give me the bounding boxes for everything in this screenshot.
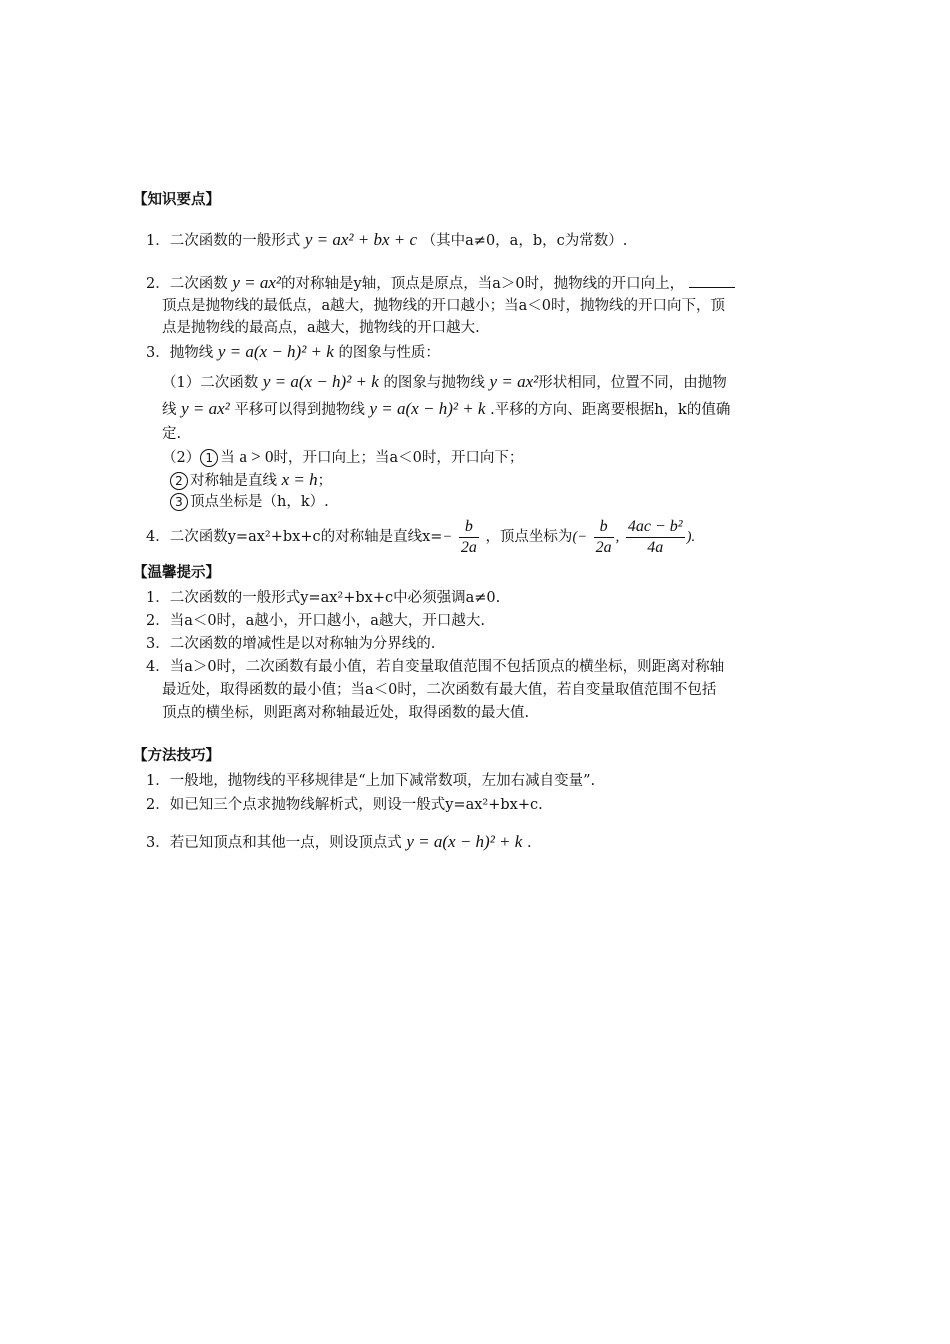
formula: y = ax² xyxy=(232,273,282,292)
item-text: 线 xyxy=(162,402,177,418)
item-text: .平移的方向、距离要根据h，k的值确 xyxy=(490,402,731,418)
fraction-denominator: 2a xyxy=(595,538,612,556)
item-number: 1． xyxy=(146,590,170,606)
item-text: 当a＜0时，a越小，开口越小，a越大，开口越大. xyxy=(169,613,486,629)
methods-item-3 xyxy=(146,832,532,853)
item-number: 2． xyxy=(146,613,170,629)
knowledge-item-1 xyxy=(146,230,627,251)
item-text: 二次函数的增减性是以对称轴为分界线的. xyxy=(169,636,436,652)
fraction-denominator: 4a xyxy=(647,538,664,556)
item-text: （其中a≠0，a，b，c为常数）. xyxy=(421,233,628,249)
formula: y = ax² xyxy=(181,399,230,418)
item-text: 的对称轴是y轴，顶点是原点，当a＞0时，抛物线的开口向上， xyxy=(281,276,685,292)
circled-number-3: 3 xyxy=(170,493,188,511)
vertex-y-fraction xyxy=(626,517,685,558)
item-text: （2） xyxy=(162,450,201,466)
item-text: ； xyxy=(317,473,333,489)
section-heading-methods: 【方法技巧】 xyxy=(133,748,220,764)
knowledge-item-3-sub2-line2 xyxy=(170,470,332,491)
fraction-numerator: b xyxy=(459,517,479,538)
paren-open: (− xyxy=(572,529,588,545)
fraction-numerator: 4ac − b² xyxy=(626,517,685,538)
knowledge-item-2-line-1 xyxy=(146,273,735,294)
section-heading-tips: 【温馨提示】 xyxy=(133,565,220,581)
tips-item-3 xyxy=(146,634,435,654)
item-text: 如已知三个点求抛物线解析式，则设一般式y=ax²+bx+c. xyxy=(169,797,543,813)
item-text: （1）二次函数 xyxy=(162,375,259,391)
item-text: 一般地，抛物线的平移规律是“上加下减常数项，左加右减自变量”. xyxy=(169,773,596,789)
tips-item-1 xyxy=(146,588,500,608)
item-text: 的图象与性质： xyxy=(338,345,440,361)
circled-number-2: 2 xyxy=(170,472,188,490)
comma: , xyxy=(615,529,620,545)
tips-item-4-line-3: 顶点的横坐标，则距离对称轴最近处，取得函数的最大值. xyxy=(162,705,530,721)
item-text: . xyxy=(526,835,532,851)
item-text: 的图象与抛物线 xyxy=(383,375,485,391)
general-form-formula: y = ax² + bx + c xyxy=(304,230,418,249)
formula: y = ax² xyxy=(489,372,539,391)
item-text: 二次函数的一般形式y=ax²+bx+c中必须强调a≠0. xyxy=(169,590,501,606)
item-text: 平移可以得到抛物线 xyxy=(234,402,365,418)
item-text: 二次函数的一般形式 xyxy=(169,233,301,249)
knowledge-item-3-sub2-line3 xyxy=(170,492,329,512)
axis-fraction xyxy=(459,517,479,558)
tips-item-2 xyxy=(146,611,485,631)
formula: y = a(x − h)² + k xyxy=(369,399,486,418)
item-text: ，顶点坐标为 xyxy=(485,529,573,545)
formula: y = a(x − h)² + k xyxy=(262,372,379,391)
knowledge-item-3-sub1-line1 xyxy=(162,372,727,393)
item-text: 若已知顶点和其他一点，则设顶点式 xyxy=(169,835,402,851)
methods-item-1 xyxy=(146,771,595,791)
item-number: 3． xyxy=(146,345,170,361)
item-number: 1． xyxy=(146,233,170,249)
item-text: 当a＞0时，二次函数有最小值，若自变量取值范围不包括顶点的横坐标，则距离对称轴 xyxy=(169,659,725,675)
formula: a > 0 xyxy=(239,447,274,466)
tips-item-4-line-2: 最近处，取得函数的最小值；当a＜0时，二次函数有最大值，若自变量取值范围不包括 xyxy=(162,682,717,698)
knowledge-item-4 xyxy=(146,516,695,558)
methods-item-2 xyxy=(146,795,543,815)
fraction-denominator: 2a xyxy=(460,538,477,556)
item-number: 3． xyxy=(146,835,170,851)
circled-number-1: 1 xyxy=(200,449,218,467)
fraction-numerator: b xyxy=(594,517,614,538)
vertex-x-fraction xyxy=(594,517,614,558)
minus-sign: − xyxy=(442,529,453,545)
knowledge-item-3-sub1-line3: 定. xyxy=(162,426,182,442)
vertex-form-formula: y = a(x − h)² + k xyxy=(217,342,334,361)
item-text: 时，开口向上；当a＜0时，开口向下； xyxy=(273,450,524,466)
knowledge-item-3-sub1-line2 xyxy=(162,399,730,420)
tips-item-4-line-1 xyxy=(146,657,724,677)
paren-close: ). xyxy=(686,529,696,545)
item-number: 2． xyxy=(146,276,170,292)
item-number: 1． xyxy=(146,773,170,789)
item-text: 二次函数 xyxy=(169,276,228,292)
item-text: 形状相同，位置不同，由抛物 xyxy=(538,375,727,391)
item-number: 4． xyxy=(146,659,170,675)
item-text: 对称轴是直线 xyxy=(190,473,277,489)
knowledge-item-2-line-2: 顶点是抛物线的最低点，a越大，抛物线的开口越小；当a＜0时，抛物线的开口向下，顶 xyxy=(162,298,726,314)
section-heading-knowledge: 【知识要点】 xyxy=(133,192,220,208)
knowledge-item-2-line-3: 点是抛物线的最高点，a越大，抛物线的开口越大. xyxy=(162,320,480,336)
item-text: 抛物线 xyxy=(169,345,214,361)
item-text: 二次函数y=ax²+bx+c的对称轴是直线x= xyxy=(169,529,443,545)
vertex-form-formula: y = a(x − h)² + k xyxy=(406,832,523,851)
item-number: 4． xyxy=(146,529,170,545)
item-number: 2． xyxy=(146,797,170,813)
formula: x = h xyxy=(281,470,318,489)
knowledge-item-3 xyxy=(146,342,440,363)
item-text: 当 xyxy=(220,450,235,466)
fill-in-blank xyxy=(689,273,735,288)
knowledge-item-3-sub2-line1 xyxy=(162,447,523,468)
item-number: 3． xyxy=(146,636,170,652)
item-text: 顶点坐标是（h，k）. xyxy=(190,494,329,510)
